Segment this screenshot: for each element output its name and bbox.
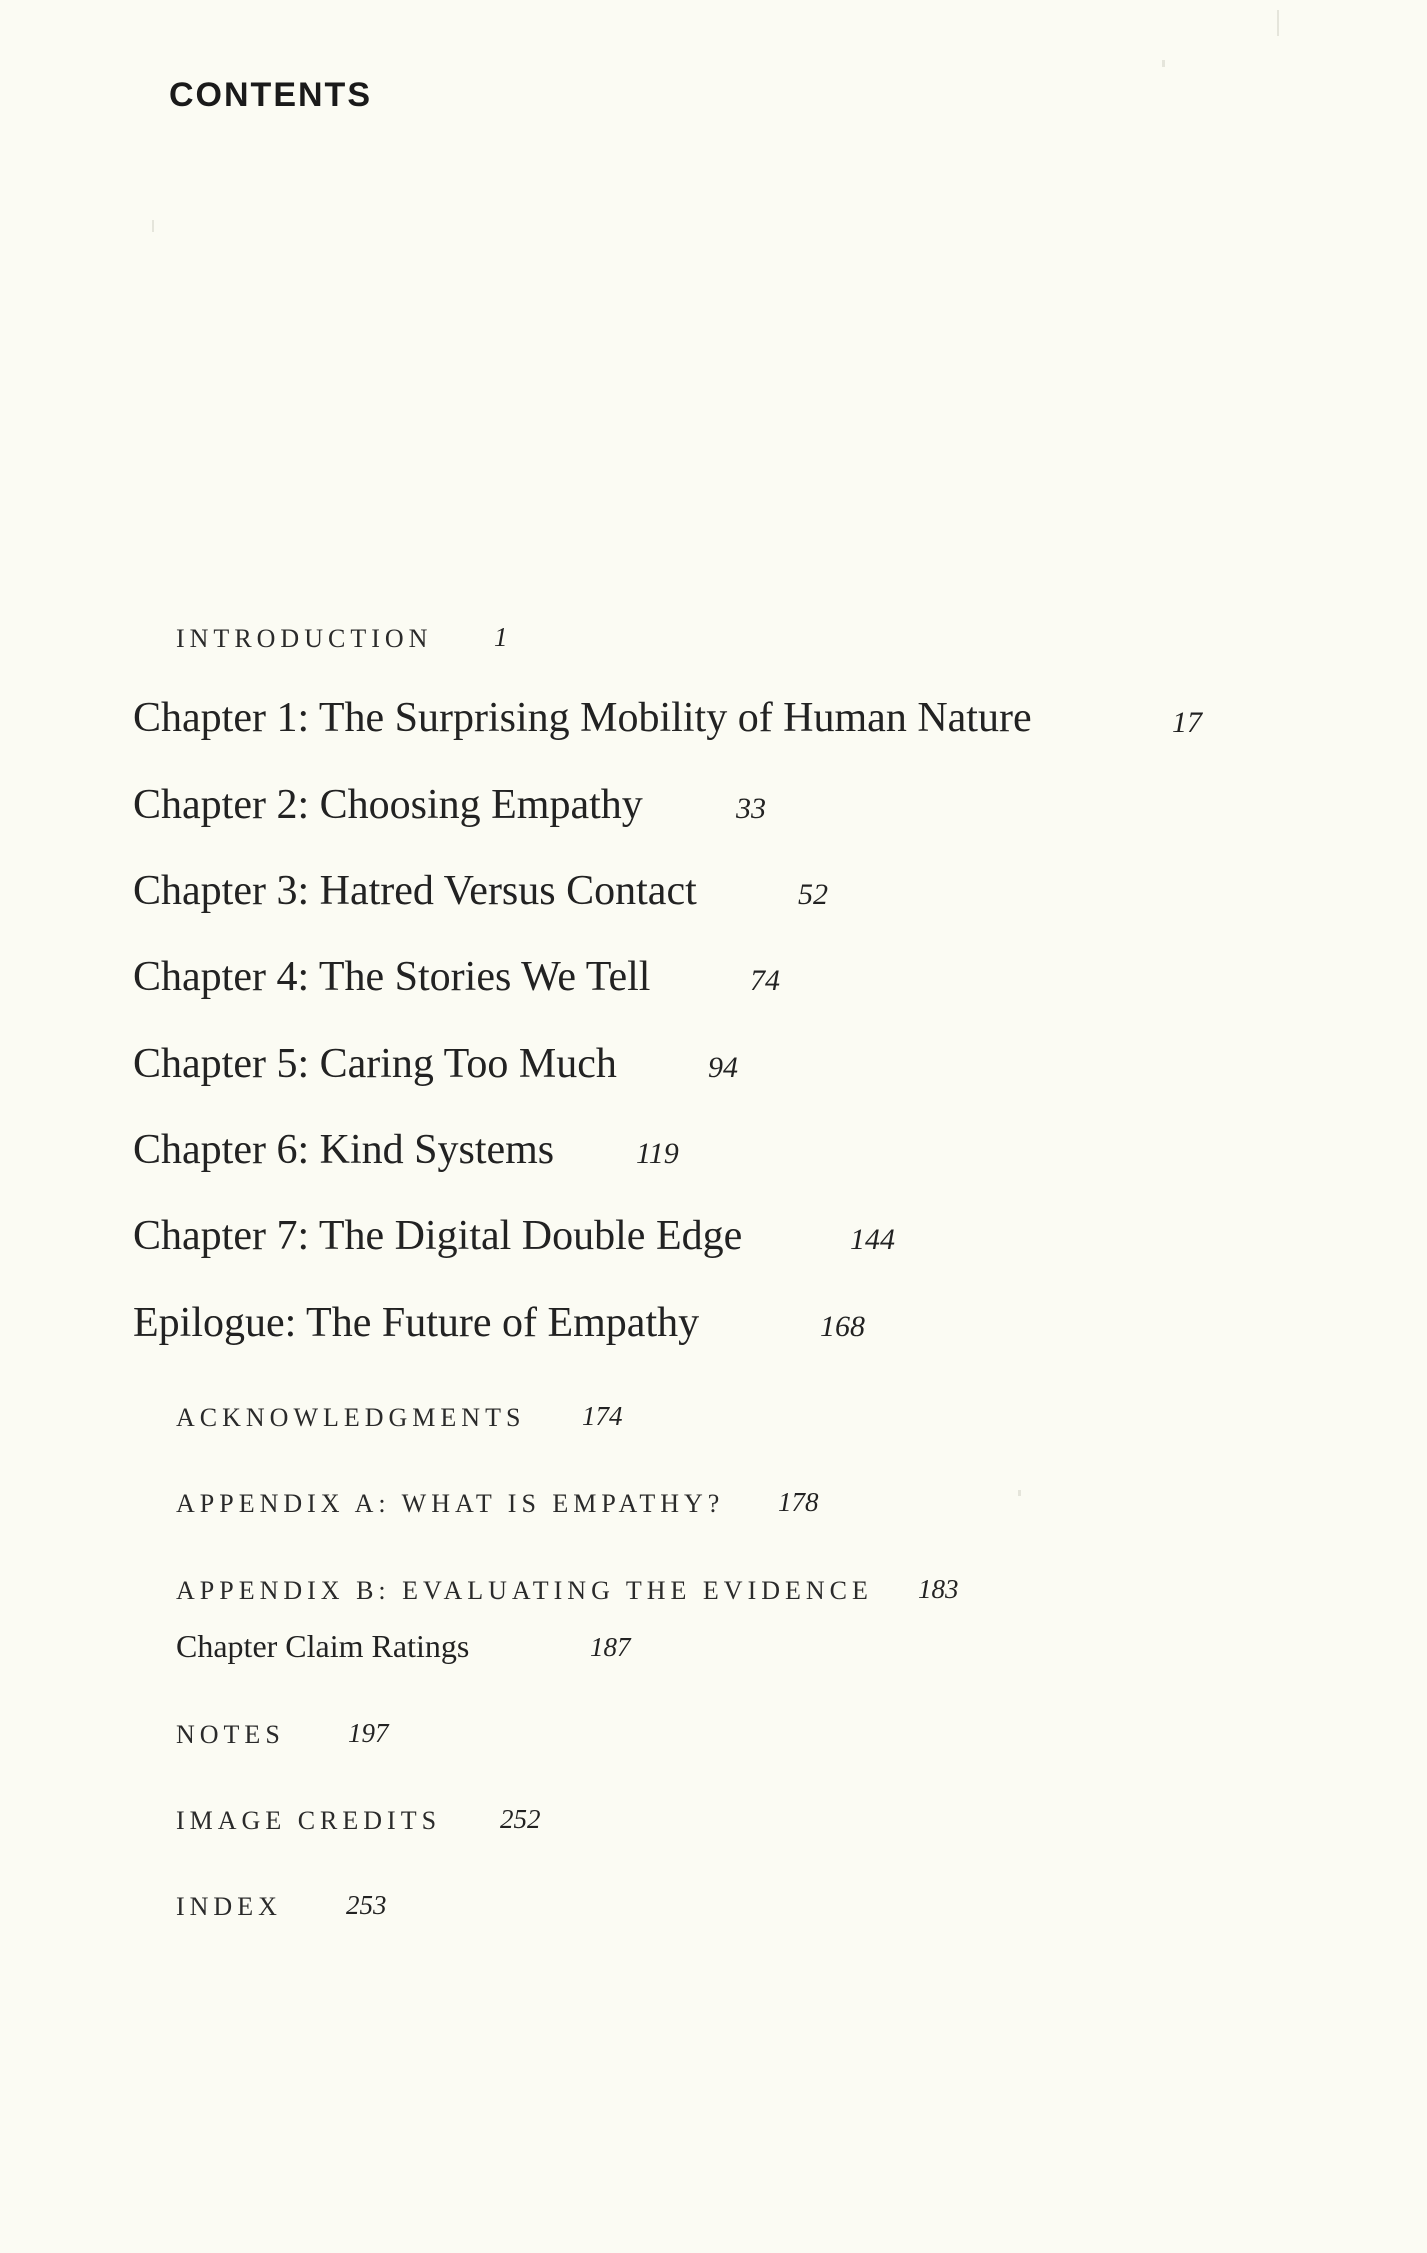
toc-entry-page: 144 <box>850 1223 895 1256</box>
toc-entry-page: 252 <box>500 1804 541 1834</box>
toc-entry-label: Chapter 3: Hatred Versus Contact <box>133 868 697 914</box>
toc-entry-page: 17 <box>1172 706 1202 739</box>
toc-entry-chapter-2[interactable] <box>133 781 643 829</box>
toc-entry-label: APPENDIX A: WHAT IS EMPATHY? <box>176 1489 725 1518</box>
toc-entry-page: 187 <box>590 1632 631 1662</box>
toc-entry-label: INDEX <box>176 1892 282 1921</box>
toc-entry-appendix-a[interactable] <box>176 1489 724 1519</box>
toc-entry-image-credits[interactable] <box>176 1806 441 1836</box>
toc-entry-page: 197 <box>348 1718 389 1748</box>
toc-entry-page: 74 <box>750 964 780 997</box>
toc-entry-label: NOTES <box>176 1720 285 1749</box>
toc-entry-acknowledgments[interactable] <box>176 1403 525 1433</box>
toc-entry-introduction[interactable] <box>176 624 432 654</box>
scan-speck <box>1277 10 1279 36</box>
toc-entry-label: Chapter 2: Choosing Empathy <box>133 782 643 828</box>
toc-entry-label: IMAGE CREDITS <box>176 1806 442 1835</box>
toc-entry-chapter-6[interactable] <box>133 1126 554 1174</box>
toc-entry-label: Chapter Claim Ratings <box>176 1628 470 1664</box>
toc-entry-chapter-5[interactable] <box>133 1040 617 1088</box>
scan-speck <box>1162 60 1165 67</box>
toc-entry-page: 168 <box>820 1310 865 1343</box>
toc-entry-page: 183 <box>918 1574 959 1604</box>
toc-entry-chapter-7[interactable] <box>133 1212 742 1260</box>
toc-entry-epilogue[interactable] <box>133 1299 699 1347</box>
toc-entry-label: Chapter 6: Kind Systems <box>133 1127 555 1173</box>
toc-entry-chapter-1[interactable] <box>133 694 1032 742</box>
toc-entry-label: ACKNOWLEDGMENTS <box>176 1403 526 1432</box>
toc-entry-label: Chapter 7: The Digital Double Edge <box>133 1213 743 1259</box>
toc-entry-page: 253 <box>346 1890 387 1920</box>
toc-entry-label: Chapter 5: Caring Too Much <box>133 1041 617 1087</box>
toc-entry-chapter-claim-ratings[interactable] <box>176 1628 469 1665</box>
toc-entry-page: 174 <box>582 1401 623 1431</box>
scan-speck <box>152 220 154 232</box>
toc-entry-page: 33 <box>736 792 766 825</box>
toc-entry-chapter-3[interactable] <box>133 867 697 915</box>
toc-entry-label: Chapter 1: The Surprising Mobility of Human Nature <box>133 695 1032 741</box>
toc-entry-index[interactable] <box>176 1892 282 1922</box>
toc-entry-appendix-b[interactable] <box>176 1576 873 1606</box>
toc-entry-page: 94 <box>708 1051 738 1084</box>
toc-entry-page: 119 <box>636 1137 679 1170</box>
toc-entry-label: Epilogue: The Future of Empathy <box>133 1300 700 1346</box>
contents-heading: CONTENTS <box>169 76 372 114</box>
toc-entry-label: APPENDIX B: EVALUATING THE EVIDENCE <box>176 1576 873 1605</box>
toc-entry-label: Chapter 4: The Stories We Tell <box>133 954 651 1000</box>
toc-entry-page: 52 <box>798 878 828 911</box>
toc-entry-page: 178 <box>778 1487 819 1517</box>
toc-entry-notes[interactable] <box>176 1720 285 1750</box>
toc-entry-page: 1 <box>494 622 508 652</box>
scan-speck <box>1018 1490 1021 1496</box>
toc-entry-chapter-4[interactable] <box>133 953 650 1001</box>
toc-entry-label: INTRODUCTION <box>176 624 433 653</box>
